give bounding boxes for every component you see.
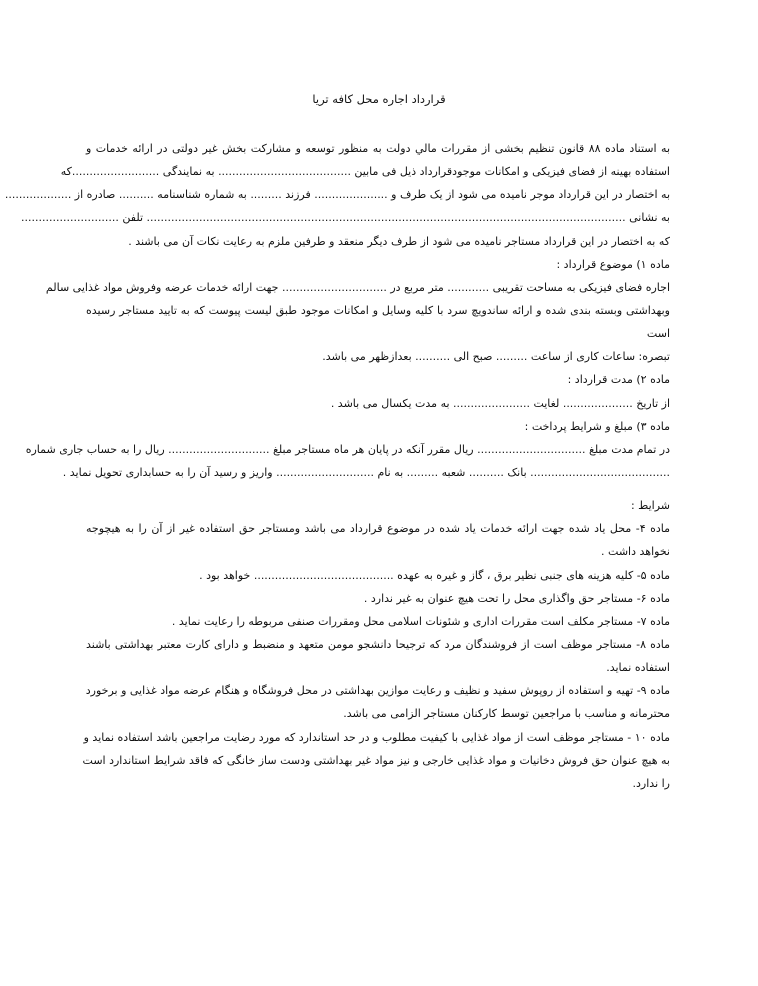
document-line: ماده ۱) موضوع قرارداد : bbox=[556, 257, 670, 271]
section-gap bbox=[86, 484, 670, 494]
document-line: به اختصار در این قرارداد موجر نامیده می شود از یک طرف و ..................... فرزند ......... به شماره شناسنامه .......... صادره از ................... bbox=[4, 188, 670, 202]
document-line: ماده ۴- محل یاد شده جهت ارائه خدمات یاد شده در موضوع قرارداد می باشد ومستاجر حق استفاده غیر از آن را به هیچوجه bbox=[86, 522, 671, 536]
document-line: به هیچ عنوان حق فروش دخانیات و مواد غذایی خارجی و نیز مواد غیر بهداشتی ودست ساز خانگی که فاقد شرایط استاندارد است bbox=[82, 753, 670, 767]
document-line: که به اختصار در این قرارداد مستاجر نامیده می شود از طرف دیگر منعقد و طرفین ملزم به رعایت نکات آن می باشند . bbox=[128, 234, 670, 248]
document-line: محترمانه و مناسب با مراجعین توسط کارکنان مستاجر الزامی می باشد. bbox=[343, 707, 670, 721]
document-line: وبهداشتی وبسته بندی شده و ارائه ساندویچ سرد با کلیه وسایل و امکانات موجود طبق لیست پیوست که به تایید مستاجر رسیده bbox=[86, 303, 670, 317]
document-line: در تمام مدت مبلغ ............................... ریال مقرر آنکه در پایان هر ماه مستاجر مبلغ ............................. ریال را به حساب جاری شماره bbox=[25, 442, 670, 456]
document-body bbox=[4, 137, 671, 795]
document-line: ماده ۳) مبلغ و شرایط پرداخت : bbox=[524, 419, 670, 433]
document-line: است bbox=[646, 327, 670, 341]
document-line: شرایط : bbox=[630, 499, 670, 513]
document-line: ماده ۶- مستاجر حق واگذاری محل را تحت هیچ عنوان به غیر ندارد . bbox=[363, 591, 670, 605]
document-line: اجاره فضای فیزیکی به مساحت تقریبی ............ متر مربع در .............................. جهت ارائه خدمات عرضه وفروش مواد غذایی سالم bbox=[45, 280, 670, 294]
document-title: قرارداد اجاره محل کافه تریا bbox=[312, 92, 446, 106]
document-line: ماده ۸- مستاجر موظف است از فروشندگان مرد که ترجیحا دانشجو مومن متعهد و منضبط و دارای کارت معتبر بهداشتی باشند bbox=[86, 637, 670, 651]
document-line: تبصره: ساعات کاری از ساعت ......... صبح الی .......... بعدازظهر می باشد. bbox=[322, 350, 670, 364]
document-line: را ندارد. bbox=[632, 776, 670, 790]
document-line: استفاده نماید. bbox=[606, 661, 670, 675]
document-line: به استناد ماده ۸۸ قانون تنظیم بخشی از مقررات مالي دولت به منظور توسعه و مشارکت بخش غیر دولتی در ارائه خدمات و bbox=[86, 142, 671, 155]
document-line: ماده ۷- مستاجر مکلف است مقررات اداری و شئونات اسلامی محل ومقررات صنفی مربوطه را رعایت نماید . bbox=[171, 614, 670, 628]
document-line: ........................................ بانک .......... شعبه ......... به نام ............................ واریز و رسید آن را به حسابداری تحویل نماید . bbox=[62, 465, 670, 479]
document-line: ماده ۹- تهیه و استفاده از روپوش سفید و نظیف و رعایت موازین بهداشتی در محل فروشگاه و هنگام عرضه مواد غذایی و برخورد bbox=[85, 684, 670, 698]
document-line: به نشانی ......................................................................................................................................... تلفن ............................ bbox=[21, 211, 670, 225]
document-line: ماده ۲) مدت قرارداد : bbox=[567, 373, 670, 387]
document-line: ماده ۵- کلیه هزینه های جنبی نظیر برق ، گاز و غیره به عهده ........................................ خواهد بود . bbox=[199, 568, 670, 582]
document-line: از تاریخ .................... لغایت ...................... به مدت یکسال می باشد . bbox=[330, 396, 670, 410]
document-line: استفاده بهینه از فضای فیزیکی و امکانات موجودقرارداد ذیل فی مابین ...................................... به نمایندگی .........................که bbox=[60, 165, 670, 179]
document-line: نخواهد داشت . bbox=[601, 545, 670, 559]
document-line: ماده ۱۰ - مستاجر موظف است از مواد غذایی با کیفیت مطلوب و در حد استاندارد که مورد رضایت مراجعین باشد استفاده نماید و bbox=[83, 730, 670, 744]
